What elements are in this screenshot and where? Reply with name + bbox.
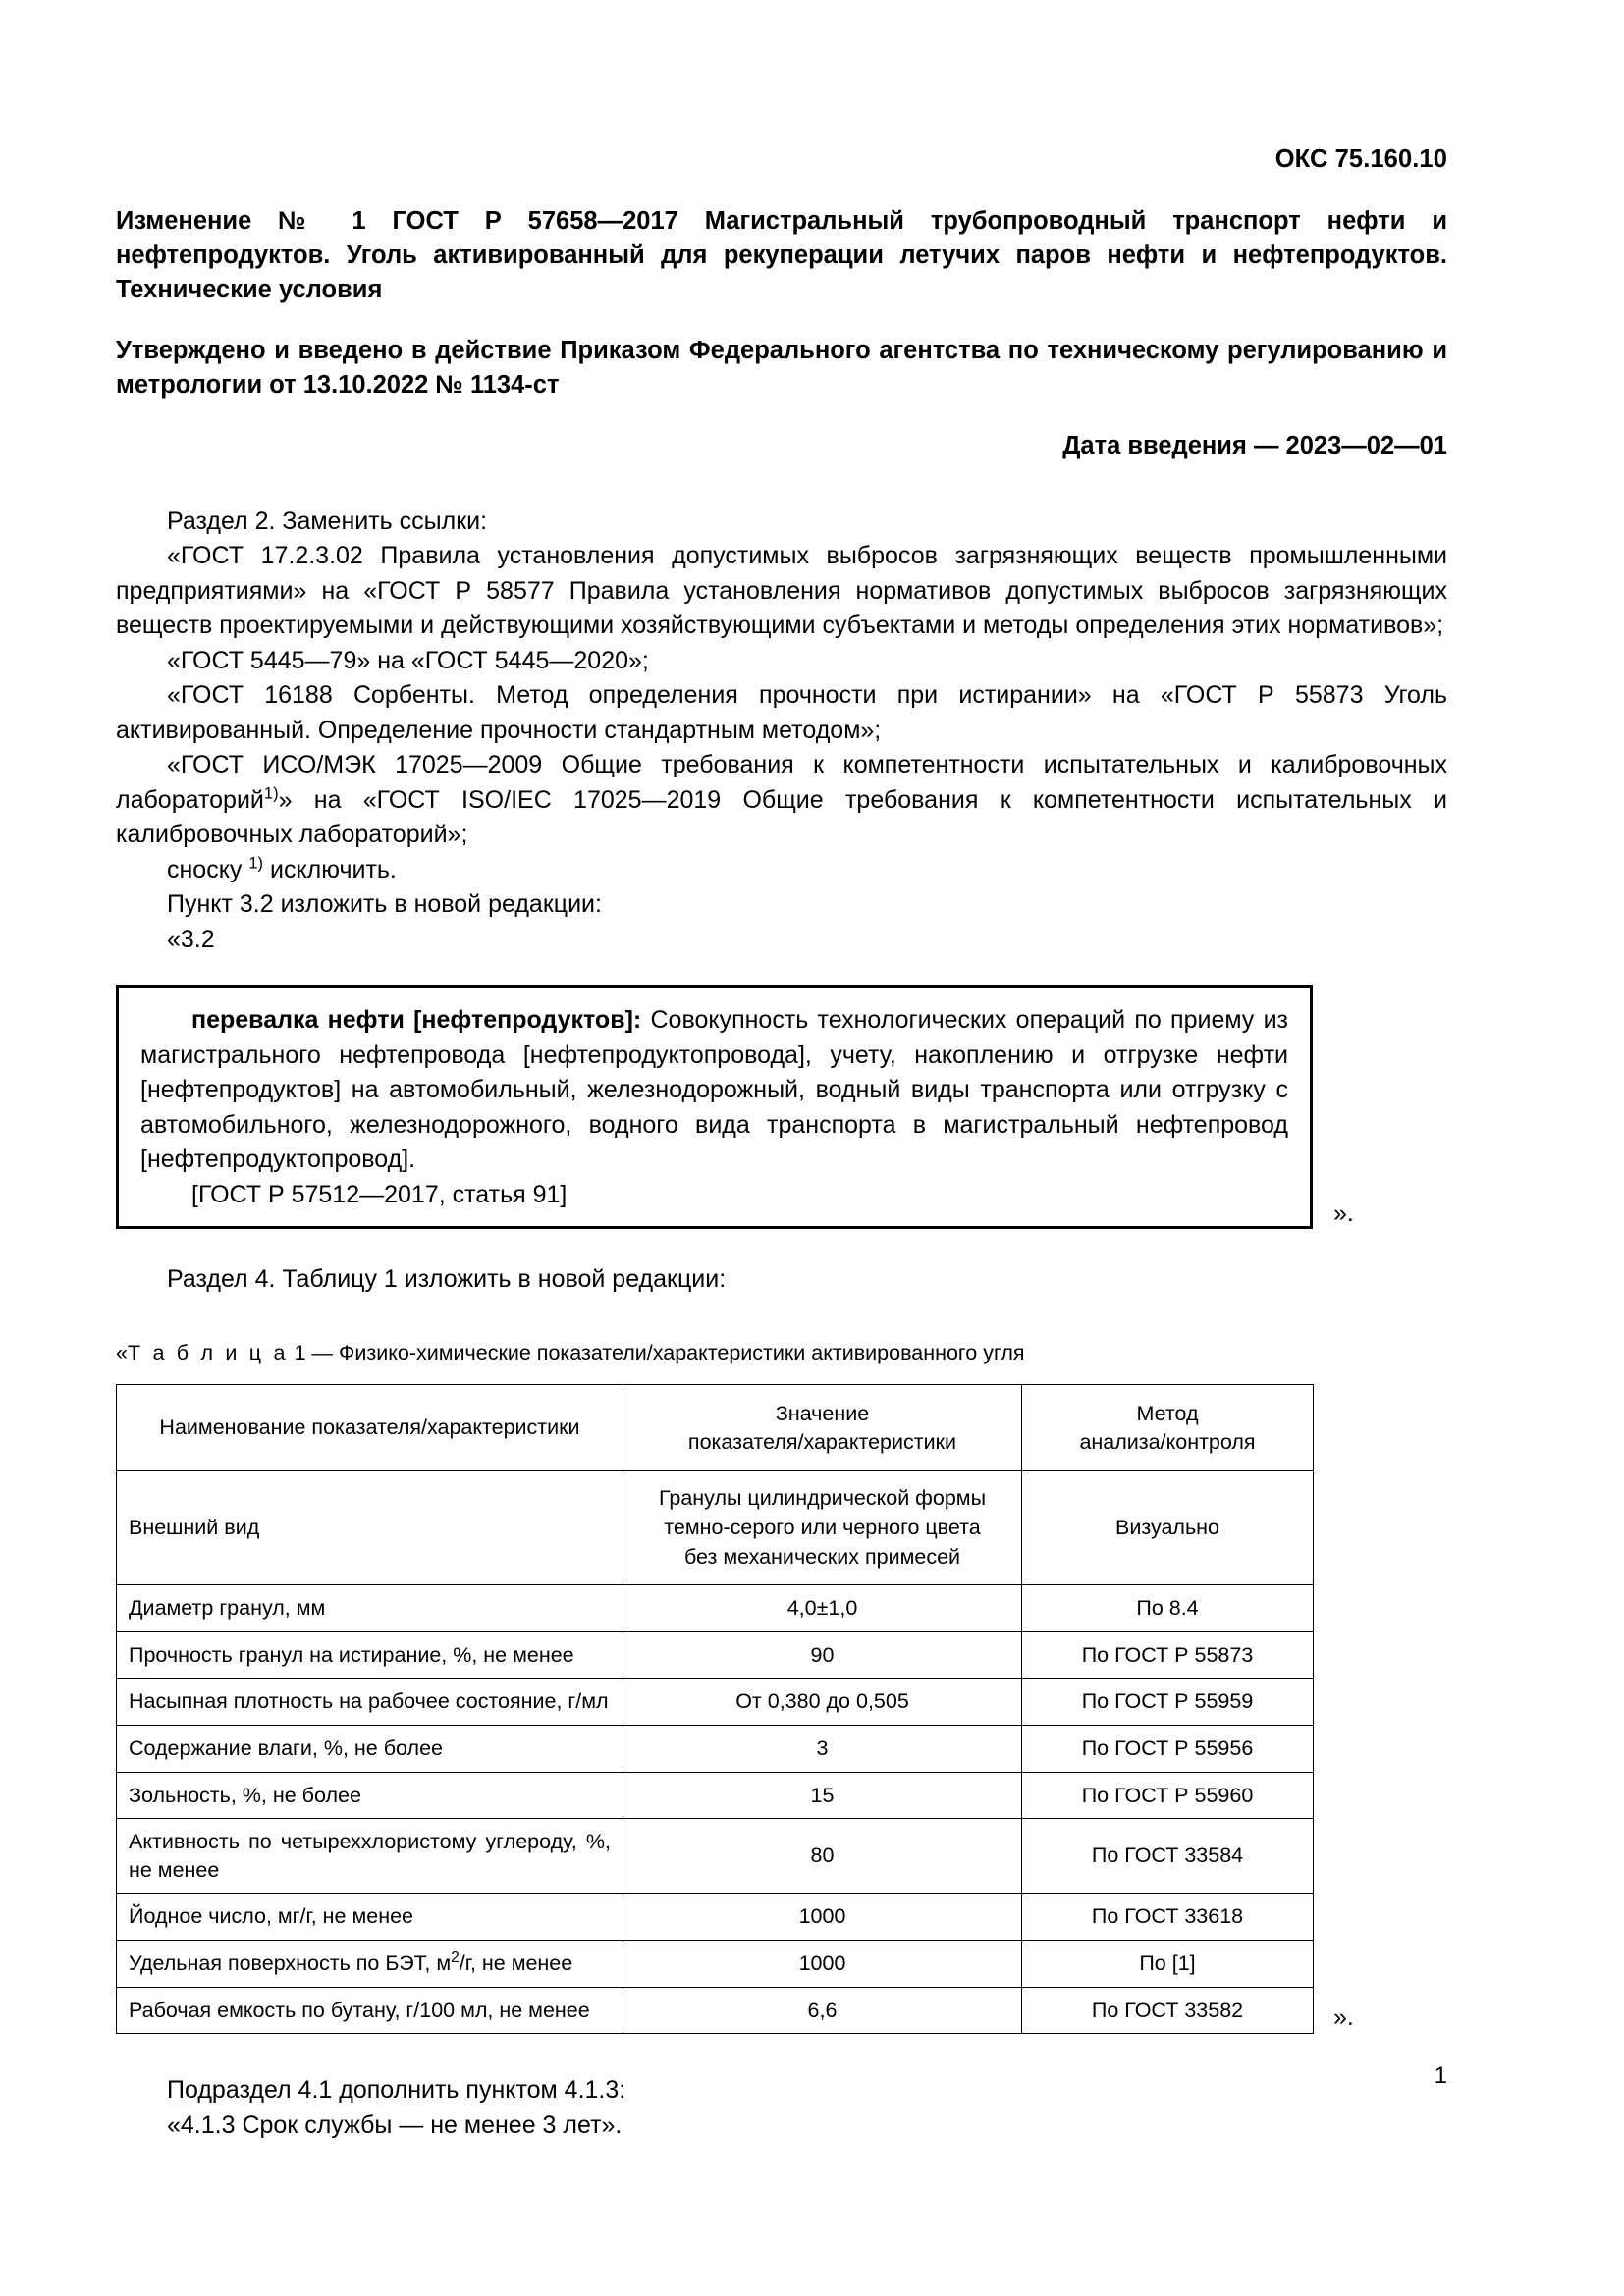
reference-4-part1: «ГОСТ ИСО/МЭК 17025—2009 Общие требования к компетентности испытательных и калибровочных лабораторий bbox=[116, 751, 1447, 814]
row-value bbox=[623, 1471, 1022, 1585]
reference-replacement-4 bbox=[116, 748, 1447, 853]
row-name: Йодное число, мг/г, не менее bbox=[117, 1894, 623, 1941]
row-value: 6,6 bbox=[623, 1987, 1022, 2034]
column-header-value-line2: показателя/характеристики bbox=[687, 1429, 957, 1454]
row-value: От 0,380 до 0,505 bbox=[623, 1679, 1022, 1726]
specification-table bbox=[116, 1384, 1314, 2034]
clause-4-1-3-text: «4.1.3 Срок службы — не менее 3 лет». bbox=[167, 2110, 623, 2139]
row-value: 1000 bbox=[623, 1894, 1022, 1941]
row-method: По [1] bbox=[1022, 1940, 1314, 1987]
approval-statement: Утверждено и введено в действие Приказом Федерального агентства по техническому регулированию и метрологии от 13.10.2022 № 1134-ст bbox=[116, 336, 1447, 399]
row-name: Прочность гранул на истирание, %, не менее bbox=[117, 1631, 623, 1679]
row-method: По 8.4 bbox=[1022, 1585, 1314, 1632]
definition-closing-quote: ». bbox=[1333, 1200, 1354, 1228]
page-content bbox=[116, 0, 1447, 2143]
row-value: 1000 bbox=[623, 1940, 1022, 1987]
caption-label: Т а б л и ц а bbox=[127, 1341, 289, 1365]
reference-4-part2: » на «ГОСТ ISO/IEC 17025—2019 Общие требования к компетентности испытательных и калибровочных лабораторий»; bbox=[116, 785, 1447, 849]
caption-open-quote: « bbox=[116, 1341, 128, 1365]
row-name: Содержание влаги, %, не более bbox=[117, 1725, 623, 1772]
row-value: 15 bbox=[623, 1772, 1022, 1819]
table-caption bbox=[116, 1340, 1447, 1367]
clause-3-2-instruction: Пункт 3.2 изложить в новой редакции: bbox=[167, 890, 602, 919]
row-method: По ГОСТ Р 55956 bbox=[1022, 1725, 1314, 1772]
definition-text bbox=[140, 1003, 1288, 1178]
footnote-removal-instruction bbox=[116, 853, 1447, 888]
column-header-method-line1: Метод bbox=[1136, 1402, 1199, 1426]
table-row bbox=[117, 1725, 1314, 1772]
oks-code: ОКС 75.160.10 bbox=[1274, 145, 1447, 173]
table-row bbox=[117, 1471, 1314, 1585]
table-row bbox=[117, 1631, 1314, 1679]
clause-3-2-open-quote: «3.2 bbox=[167, 925, 215, 953]
row-method: Визуально bbox=[1022, 1471, 1314, 1585]
footnote-marker-icon: 1) bbox=[248, 854, 264, 873]
document-title: Изменение № 1 ГОСТ Р 57658—2017 Магистральный трубопроводный транспорт нефти и нефтепродуктов. Уголь активированный для рекуперации летучих паров нефти и нефтепродуктов. Технические условия bbox=[116, 207, 1447, 303]
row-name bbox=[117, 1940, 623, 1987]
reference-replacement-3: «ГОСТ 16188 Сорбенты. Метод определения прочности при истирании» на «ГОСТ Р 55873 Уголь активированный. Определение прочности стандартным методом»; bbox=[116, 681, 1447, 744]
page-number: 1 bbox=[1434, 2062, 1447, 2089]
footnote-marker-icon: 1) bbox=[263, 784, 279, 803]
row-name-suffix: /г, не менее bbox=[459, 1950, 573, 1975]
column-header-value bbox=[623, 1385, 1022, 1471]
row-method: По ГОСТ Р 55960 bbox=[1022, 1772, 1314, 1819]
reference-replacement-1: «ГОСТ 17.2.3.02 Правила установления допустимых выбросов загрязняющих веществ промышленными предприятиями» на «ГОСТ Р 58577 Правила установления нормативов допустимых выбросов загрязняющих веществ проектируемыми и действующими хозяйствующими субъектами и методы определения этих нормативов»; bbox=[116, 542, 1447, 640]
superscript-two-icon: 2 bbox=[451, 1949, 460, 1966]
footnote-removal-part1: сноску bbox=[167, 855, 249, 883]
table-row bbox=[117, 1772, 1314, 1819]
section-2-heading: Раздел 2. Заменить ссылки: bbox=[167, 507, 488, 535]
table-row bbox=[117, 1819, 1314, 1894]
table-header-row bbox=[117, 1385, 1314, 1471]
definition-body: Совокупность технологических операций по приему из магистрального нефтепровода [нефтепродуктопровода], учету, накоплению и отгрузке нефти [нефтепродуктов] на автомобильный, железнодорожный, водный виды транспорта или отгрузку с автомобильного, железнодорожного, водного вида транспорта в магистральный нефтепровод [нефтепродуктопровод]. bbox=[140, 1006, 1288, 1174]
row-method: По ГОСТ 33582 bbox=[1022, 1987, 1314, 2034]
definition-box-wrapper bbox=[116, 985, 1447, 1229]
definition-term: перевалка нефти [нефтепродуктов]: bbox=[191, 1006, 642, 1035]
table-head bbox=[117, 1385, 1314, 1471]
row-value: 90 bbox=[623, 1631, 1022, 1679]
definition-box bbox=[116, 985, 1313, 1229]
row-name: Активность по четыреххлористому углероду, %, не менее bbox=[117, 1819, 623, 1894]
column-header-method bbox=[1022, 1385, 1314, 1471]
row-value: 3 bbox=[623, 1725, 1022, 1772]
column-header-value-line1: Значение bbox=[775, 1402, 870, 1426]
section-4-instruction: Раздел 4. Таблицу 1 изложить в новой редакции: bbox=[167, 1265, 727, 1294]
row-value: 4,0±1,0 bbox=[623, 1585, 1022, 1632]
row-name: Рабочая емкость по бутану, г/100 мл, не менее bbox=[117, 1987, 623, 2034]
subsection-4-1-instruction: Подраздел 4.1 дополнить пунктом 4.1.3: bbox=[167, 2076, 626, 2105]
column-header-name: Наименование показателя/характеристики bbox=[117, 1385, 623, 1471]
table-row bbox=[117, 1585, 1314, 1632]
row-name-prefix: Удельная поверхность по БЭТ, м bbox=[129, 1950, 452, 1975]
reference-replacement-2: «ГОСТ 5445—79» на «ГОСТ 5445—2020»; bbox=[167, 646, 649, 674]
caption-rest: 1 — Физико-химические показатели/характеристики активированного угля bbox=[288, 1341, 1025, 1365]
row-method: По ГОСТ Р 55959 bbox=[1022, 1679, 1314, 1726]
table-row bbox=[117, 1679, 1314, 1726]
row-value: 80 bbox=[623, 1819, 1022, 1894]
footnote-removal-part2: исключить. bbox=[263, 855, 397, 883]
row-method: По ГОСТ 33584 bbox=[1022, 1819, 1314, 1894]
row-name: Внешний вид bbox=[117, 1471, 623, 1585]
column-header-method-line2: анализа/контроля bbox=[1079, 1429, 1256, 1454]
row-value-line: без механических примесей bbox=[683, 1544, 961, 1569]
table-body bbox=[117, 1471, 1314, 2034]
definition-source: [ГОСТ Р 57512—2017, статья 91] bbox=[191, 1180, 568, 1208]
row-name: Зольность, %, не более bbox=[117, 1772, 623, 1819]
row-value-line: темно-серого или черного цвета bbox=[664, 1515, 981, 1539]
spec-table-wrapper bbox=[116, 1384, 1447, 2034]
table-closing-quote: ». bbox=[1333, 2003, 1354, 2032]
table-row bbox=[117, 1894, 1314, 1941]
row-name: Насыпная плотность на рабочее состояние, г/мл bbox=[117, 1679, 623, 1726]
row-name: Диаметр гранул, мм bbox=[117, 1585, 623, 1632]
amendment-footer bbox=[116, 2073, 1447, 2143]
table-row bbox=[117, 1940, 1314, 1987]
table-row bbox=[117, 1987, 1314, 2034]
amendment-body bbox=[116, 505, 1447, 958]
row-value-line: Гранулы цилиндрической формы bbox=[658, 1486, 987, 1511]
row-method: По ГОСТ 33618 bbox=[1022, 1894, 1314, 1941]
effective-date: Дата введения — 2023—02—01 bbox=[1062, 431, 1447, 459]
row-method: По ГОСТ Р 55873 bbox=[1022, 1631, 1314, 1679]
